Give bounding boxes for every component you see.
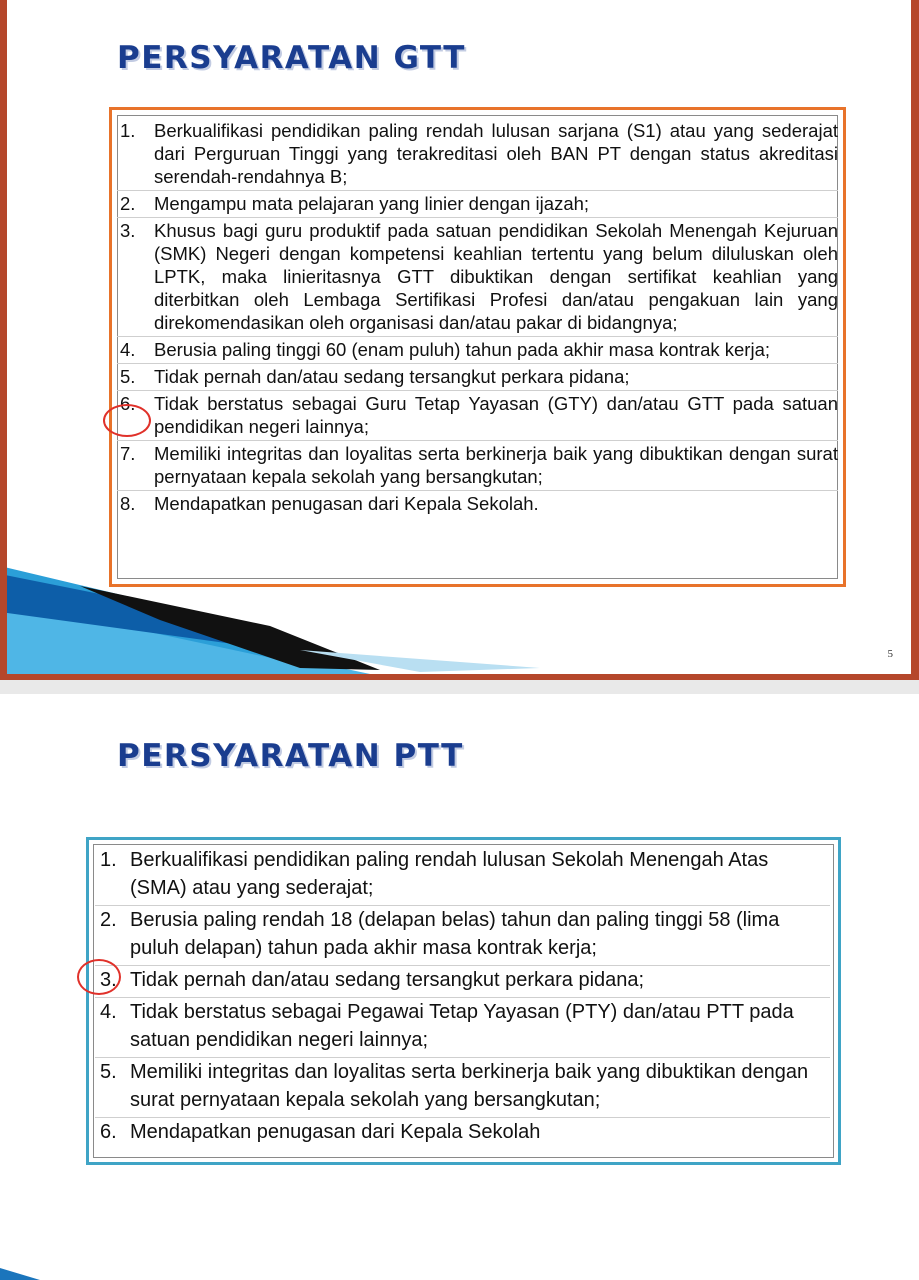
item-number: 4. xyxy=(100,1001,117,1023)
item-text: Mendapatkan penugasan dari Kepala Sekolah xyxy=(130,1121,541,1143)
list-item xyxy=(117,391,838,441)
item-number: 5. xyxy=(120,366,136,387)
item-number: 8. xyxy=(120,493,136,514)
list-item xyxy=(95,966,830,998)
slide-border-bottom xyxy=(0,674,919,680)
item-number: 5. xyxy=(100,1061,117,1083)
item-text: Berkualifikasi pendidikan paling rendah lulusan Sekolah Menengah Atas (SMA) atau yang sederajat; xyxy=(130,849,769,899)
item-number: 1. xyxy=(120,120,136,141)
list-item xyxy=(95,906,830,966)
list-item xyxy=(95,1118,830,1149)
slide-border-left xyxy=(0,0,7,680)
item-number: 1. xyxy=(100,849,117,871)
list-item xyxy=(117,118,838,191)
item-text: Berusia paling rendah 18 (delapan belas) tahun dan paling tinggi 58 (lima puluh delapan) tahun pada akhir masa kontrak kerja; xyxy=(130,909,780,959)
slide-title: PERSYARATAN GTT xyxy=(117,40,466,76)
item-number: 2. xyxy=(120,193,136,214)
annotation-circle-item-5 xyxy=(103,404,151,437)
annotation-circle-item-3 xyxy=(77,959,121,995)
item-number: 4. xyxy=(120,339,136,360)
requirements-list xyxy=(117,118,838,517)
slide-ptt xyxy=(0,694,919,1280)
list-item xyxy=(117,218,838,337)
item-number: 3. xyxy=(100,969,117,991)
list-item xyxy=(95,998,830,1058)
item-text: Tidak berstatus sebagai Pegawai Tetap Yayasan (PTY) dan/atau PTT pada satuan pendidikan negeri lainnya; xyxy=(130,1001,794,1051)
item-text: Khusus bagi guru produktif pada satuan pendidikan Sekolah Menengah Kejuruan (SMK) Negeri dengan kompetensi keahlian tertentu yang belum diluluskan oleh LPTK, maka linieritasnya GTT dibuktikan dengan sertifikat keahlian yang diterbitkan oleh Lembaga Sertifikasi Profesi dan/atau pengakuan lain yang direkomendasikan oleh organisasi dan/atau pakar di bidangnya; xyxy=(154,220,838,333)
list-item xyxy=(95,1058,830,1118)
item-number: 2. xyxy=(100,909,117,931)
item-text: Tidak pernah dan/atau sedang tersangkut perkara pidana; xyxy=(130,969,645,991)
item-number: 6. xyxy=(100,1121,117,1143)
list-item xyxy=(117,337,838,364)
list-item xyxy=(117,191,838,218)
item-text: Tidak pernah dan/atau sedang tersangkut perkara pidana; xyxy=(154,366,630,387)
item-text: Tidak berstatus sebagai Guru Tetap Yayasan (GTY) dan/atau GTT pada satuan pendidikan negeri lainnya; xyxy=(154,393,838,437)
item-number: 7. xyxy=(120,443,136,464)
page-number: 5 xyxy=(887,648,893,660)
item-number: 3. xyxy=(120,220,136,241)
item-text: Mengampu mata pelajaran yang linier dengan ijazah; xyxy=(154,193,590,214)
requirements-box xyxy=(86,837,841,1165)
item-text: Berkualifikasi pendidikan paling rendah lulusan sarjana (S1) atau yang sederajat dari Perguruan Tinggi yang terakreditasi oleh BAN PT dengan status akreditasi serendah-rendahnya B; xyxy=(154,120,838,187)
list-item xyxy=(95,846,830,906)
item-text: Berusia paling tinggi 60 (enam puluh) tahun pada akhir masa kontrak kerja; xyxy=(154,339,771,360)
item-text: Memiliki integritas dan loyalitas serta berkinerja baik yang dibuktikan dengan surat pernyataan kepala sekolah yang bersangkutan; xyxy=(154,443,838,487)
list-item xyxy=(117,491,838,517)
item-text: Memiliki integritas dan loyalitas serta berkinerja baik yang dibuktikan dengan surat pernyataan kepala sekolah yang bersangkutan; xyxy=(130,1061,809,1111)
slide-border-right xyxy=(911,0,919,680)
slide-decoration-corner xyxy=(0,1264,60,1280)
list-item xyxy=(117,441,838,491)
list-item xyxy=(117,364,838,391)
item-number: 6. xyxy=(120,393,136,414)
slide-title: PERSYARATAN PTT xyxy=(117,738,464,774)
requirements-box xyxy=(109,107,846,587)
requirements-list xyxy=(95,846,830,1149)
item-text: Mendapatkan penugasan dari Kepala Sekolah. xyxy=(154,493,539,514)
